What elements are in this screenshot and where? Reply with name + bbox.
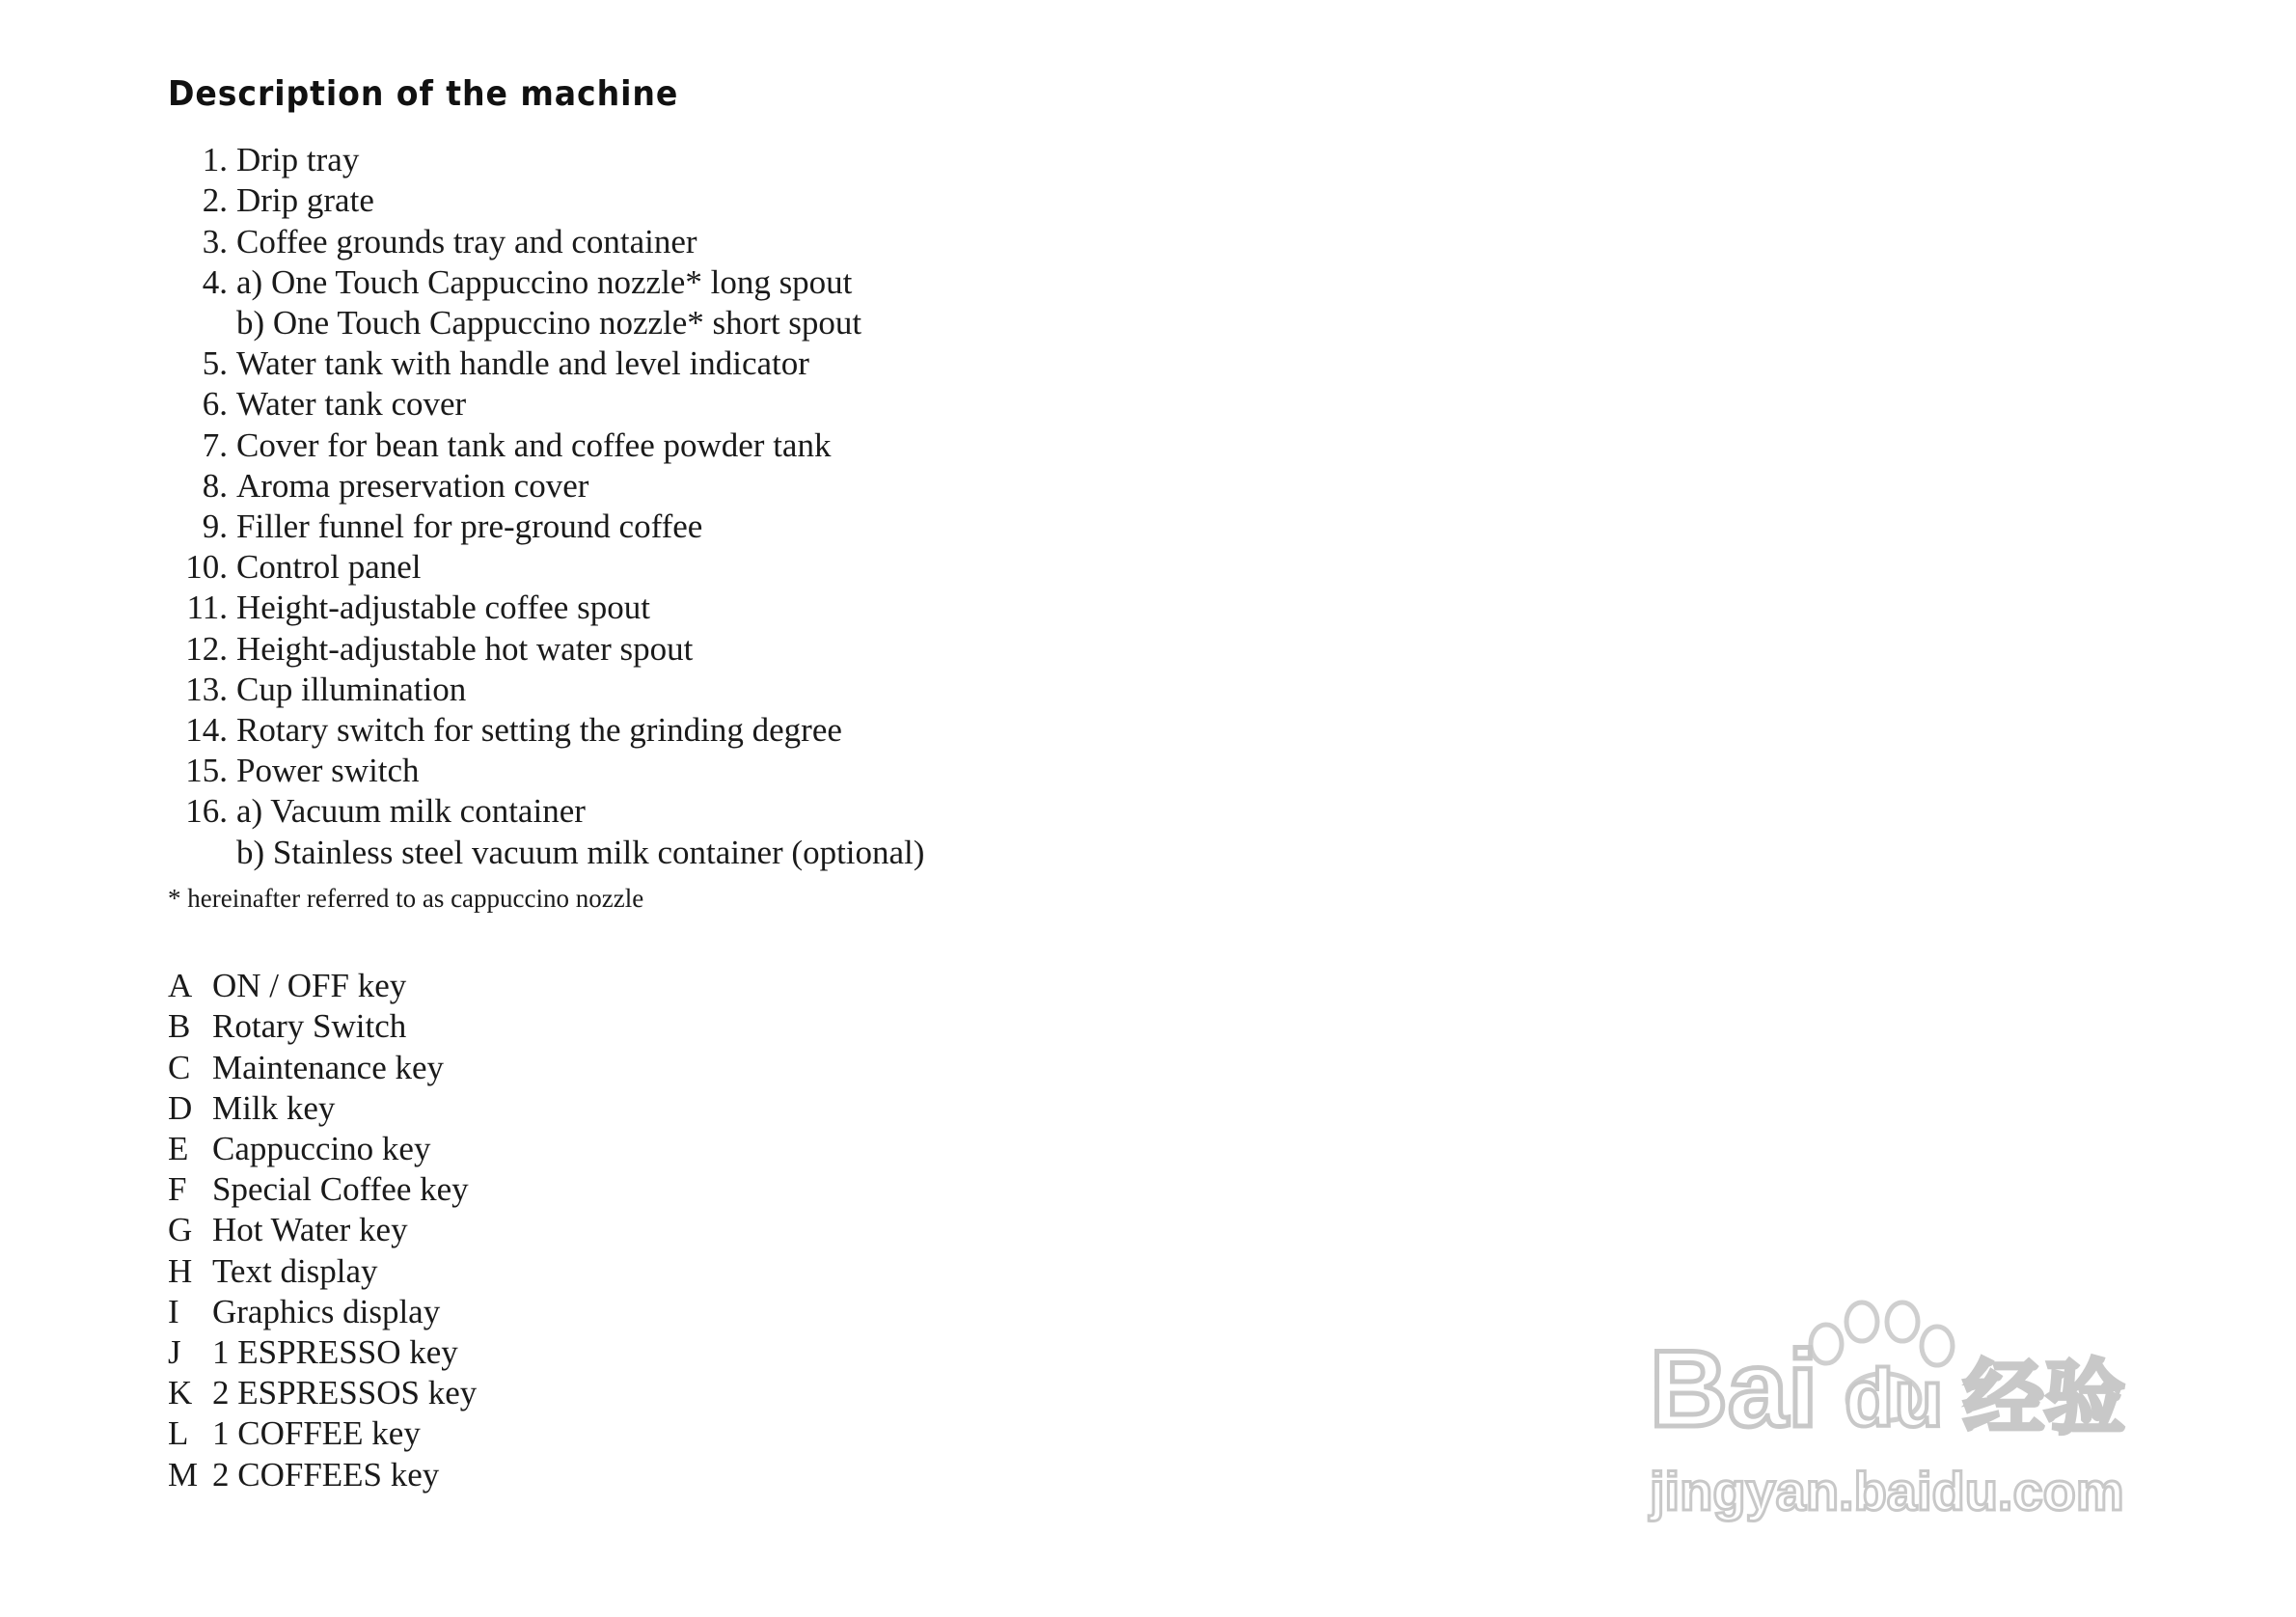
list-item (168, 751, 1133, 791)
list-item (168, 1292, 1133, 1332)
list-item (168, 966, 1133, 1006)
key-text: Cappuccino key (212, 1130, 431, 1168)
list-item (168, 507, 1133, 547)
item-text: a) One Touch Cappuccino nozzle* long spout (236, 262, 853, 301)
key-letter: C (168, 1048, 191, 1086)
watermark-brand: Bai (1650, 1329, 1818, 1449)
item-number (168, 833, 228, 873)
list-item (168, 262, 1133, 303)
list-item (168, 180, 1133, 221)
list-item (168, 670, 1133, 710)
item-number: 14. (185, 711, 228, 750)
item-text: Aroma preservation cover (236, 466, 589, 505)
list-item (168, 1332, 1133, 1373)
item-text: b) One Touch Cappuccino nozzle* short spout (236, 304, 862, 342)
list-item (168, 343, 1133, 384)
key-text: Text display (212, 1251, 378, 1290)
watermark-url: jingyan.baidu.com (1650, 1461, 2124, 1521)
list-item (168, 384, 1133, 425)
item-text: Power switch (236, 752, 420, 790)
key-text: 2 ESPRESSOS key (212, 1374, 478, 1412)
item-text: Height-adjustable hot water spout (236, 629, 694, 668)
key-letter: D (168, 1088, 193, 1127)
item-number: 2. (202, 181, 228, 220)
item-text: Cup illumination (236, 670, 467, 708)
list-item (168, 833, 1133, 873)
key-letter: H (168, 1251, 193, 1290)
list-item (168, 222, 1133, 262)
item-number: 15. (185, 752, 228, 790)
list-item (168, 710, 1133, 751)
list-item (168, 1088, 1133, 1129)
list-item (168, 1210, 1133, 1250)
item-text: Height-adjustable coffee spout (236, 589, 650, 627)
item-text: b) Stainless steel vacuum milk container (optional) (236, 833, 925, 871)
item-number: 8. (202, 466, 228, 505)
item-text: a) Vacuum milk container (236, 792, 586, 831)
list-item (168, 1169, 1133, 1210)
key-text: 2 COFFEES key (212, 1455, 440, 1494)
key-text: Maintenance key (212, 1048, 445, 1086)
key-text: Rotary Switch (212, 1007, 407, 1046)
list-item (168, 1251, 1133, 1292)
list-item (168, 1006, 1133, 1047)
list-item (168, 140, 1133, 180)
item-number: 16. (185, 792, 228, 831)
item-text: Water tank cover (236, 385, 467, 424)
list-item (168, 1048, 1133, 1088)
key-letter: J (168, 1333, 181, 1372)
list-item (168, 466, 1133, 507)
footnote: * hereinafter referred to as cappuccino nozzle (168, 883, 644, 913)
key-letter: G (168, 1211, 193, 1249)
list-item (168, 1129, 1133, 1169)
key-letter: K (168, 1374, 193, 1412)
key-text: ON / OFF key (212, 967, 407, 1005)
item-number: 12. (185, 629, 228, 668)
key-letter: B (168, 1007, 191, 1046)
item-number: 1. (202, 141, 228, 179)
key-letter: F (168, 1170, 187, 1209)
list-item (168, 547, 1133, 588)
list-item (168, 425, 1133, 466)
keys-list (168, 966, 1133, 1495)
item-text: Water tank with handle and level indicator (236, 344, 809, 383)
list-item (168, 1455, 1133, 1495)
item-number: 10. (185, 548, 228, 587)
watermark-du: du (1845, 1353, 1944, 1443)
list-item (168, 303, 1133, 343)
key-text: Special Coffee key (212, 1170, 469, 1209)
list-item (168, 588, 1133, 628)
page-title: Description of the machine (168, 74, 679, 114)
item-text: Drip tray (236, 141, 360, 179)
key-letter: M (168, 1455, 199, 1494)
list-item (168, 791, 1133, 832)
item-number: 13. (185, 670, 228, 708)
list-item (168, 1373, 1133, 1413)
key-letter: L (168, 1414, 189, 1453)
key-text: Hot Water key (212, 1211, 408, 1249)
list-item (168, 1413, 1133, 1454)
item-number: 3. (202, 222, 228, 260)
key-letter: I (168, 1292, 179, 1330)
key-text: Graphics display (212, 1292, 441, 1330)
item-text: Filler funnel for pre-ground coffee (236, 507, 703, 546)
key-text: Milk key (212, 1088, 336, 1127)
parts-list (168, 140, 1133, 873)
item-number (168, 303, 228, 343)
item-number: 4. (202, 262, 228, 301)
document-page (168, 73, 1133, 1495)
baidu-watermark (1630, 1274, 2171, 1544)
item-number: 6. (202, 385, 228, 424)
item-text: Cover for bean tank and coffee powder tank (236, 425, 832, 464)
item-number: 11. (186, 589, 228, 627)
key-text: 1 COFFEE key (212, 1414, 421, 1453)
key-letter: A (168, 967, 193, 1005)
key-letter: E (168, 1130, 189, 1168)
watermark-cn: 经验 (1963, 1351, 2126, 1445)
item-text: Control panel (236, 548, 422, 587)
list-item (168, 629, 1133, 670)
item-number: 9. (202, 507, 228, 546)
item-number: 7. (202, 425, 228, 464)
item-text: Coffee grounds tray and container (236, 222, 697, 260)
key-text: 1 ESPRESSO key (212, 1333, 458, 1372)
item-text: Rotary switch for setting the grinding degree (236, 711, 842, 750)
item-number: 5. (202, 344, 228, 383)
item-text: Drip grate (236, 181, 374, 220)
